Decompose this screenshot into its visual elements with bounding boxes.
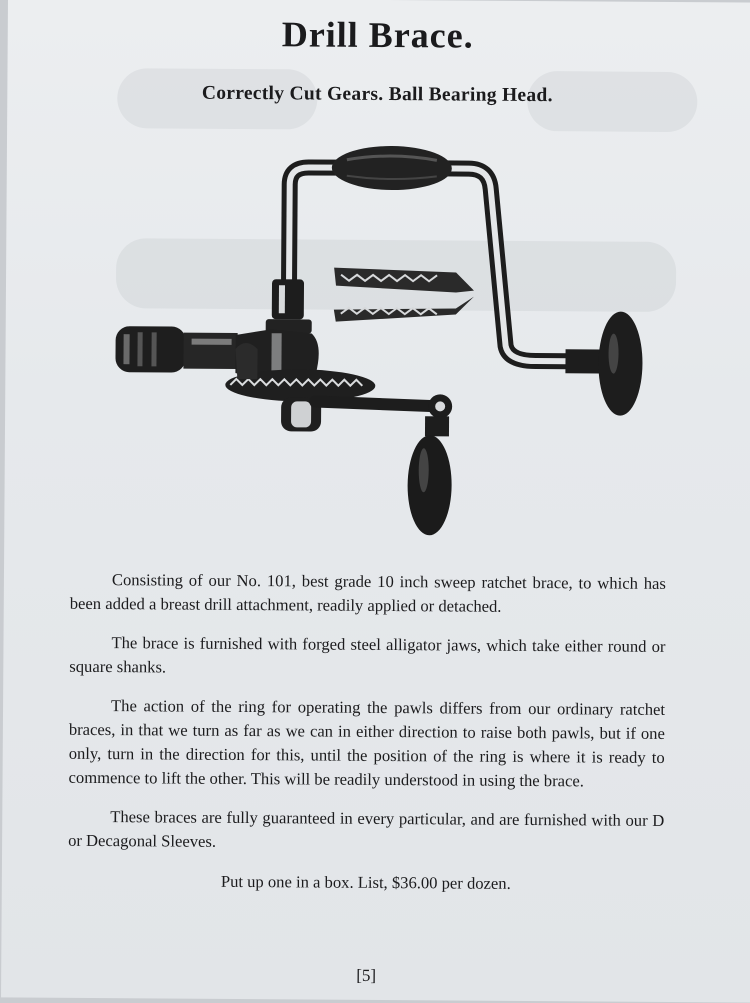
price-line: Put up one in a box. List, $36.00 per dozen. <box>220 871 511 893</box>
paragraph-4: These braces are fully guaranteed in every particular, and are furnished with our D or Decagonal Sleeves. <box>68 807 665 851</box>
page-title: Drill Brace. <box>281 14 474 56</box>
drill-brace-illustration <box>94 138 657 552</box>
paragraph-3: The action of the ring for operating the pawls differs from our ordinary ratchet braces, in that we turn as far as we can in either direction to raise both pawls, but if one only, turn in the direction for this, until the position of the ring is where it is ready to commence to lift the other. This will be readily understood in using the brace. <box>68 696 666 791</box>
paragraph-1: Consisting of our No. 101, best grade 10 inch sweep ratchet brace, to which has been added a breast drill attachment, readily applied or detached. <box>69 570 666 616</box>
page-subtitle: Correctly Cut Gears. Ball Bearing Head. <box>201 82 553 107</box>
page-number: [5] <box>356 965 377 985</box>
paragraph-2: The brace is furnished with forged steel alligator jaws, which take either round or square shanks. <box>69 633 666 677</box>
catalog-page <box>1 0 750 1003</box>
description-text <box>68 568 666 912</box>
